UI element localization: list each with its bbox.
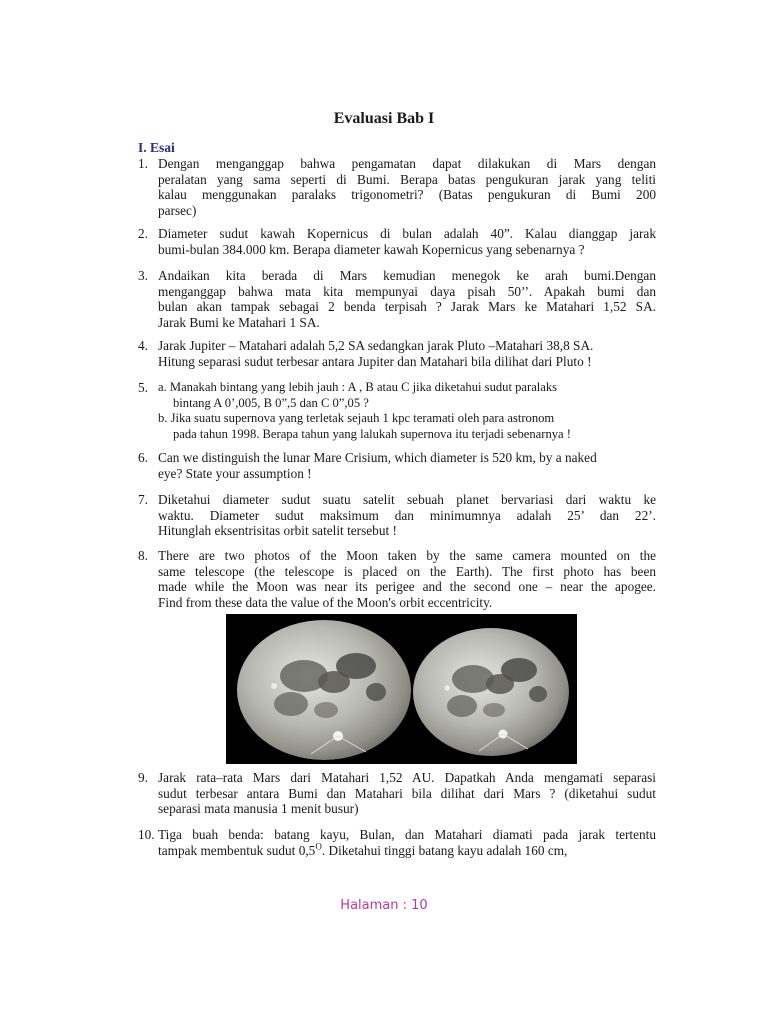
degree-superscript: O xyxy=(315,841,322,852)
question-number: 9. xyxy=(138,770,148,785)
question-text xyxy=(158,226,656,257)
text-line: Tiga buah benda: batang kayu, Bulan, dan Matahari diamati pada jarak tertentu xyxy=(158,827,656,842)
question-5 xyxy=(138,380,656,442)
question-number: 8. xyxy=(138,548,148,563)
text-line: bulan akan tampak sebagai 2 benda terpisah ? Jarak Mars ke Matahari 1,52 SA. xyxy=(158,299,656,315)
question-text xyxy=(158,268,656,330)
text-line: bumi-bulan 384.000 km. Berapa diameter kawah Kopernicus yang sebenarnya ? xyxy=(158,241,585,257)
text-line: eye? State your assumption ! xyxy=(158,465,312,481)
text-line: waktu. Diameter sudut maksimum dan minimumnya adalah 25’ dan 22’. xyxy=(158,507,656,523)
question-text xyxy=(158,492,656,539)
question-1 xyxy=(138,156,656,218)
subquestion-a: a. Manakah bintang yang lebih jauh : A , B atau C jika diketahui sudut paralaks xyxy=(158,380,558,394)
text-line: same telescope (the telescope is placed on the Earth). The first photo has been xyxy=(158,563,656,579)
moon-photos xyxy=(226,614,577,764)
moon-perigee xyxy=(237,620,411,760)
footer-label: Halaman : xyxy=(340,898,407,913)
text-line xyxy=(158,843,656,859)
question-10 xyxy=(138,827,656,858)
question-number: 3. xyxy=(138,268,148,283)
page-footer xyxy=(0,898,768,913)
text-line: Jarak Bumi ke Matahari 1 SA. xyxy=(158,314,320,330)
subquestion-b-cont: pada tahun 1998. Berapa tahun yang lalukah supernova itu terjadi sebenarnya ! xyxy=(173,426,571,441)
question-text xyxy=(158,156,656,218)
question-number: 2. xyxy=(138,226,148,241)
text-line: separasi mata manusia 1 menit busur) xyxy=(158,801,359,817)
text-line: sudut terbesar antara Bumi dan Matahari bila dilihat dari Mars ? (diketahui sudut xyxy=(158,785,656,801)
text-fragment: . Diketahui tinggi batang kayu adalah 160 cm, xyxy=(321,842,568,858)
question-text xyxy=(158,770,656,817)
question-text xyxy=(158,548,656,610)
text-line: Hitung separasi sudut terbesar antara Jupiter dan Matahari bila dilihat dari Pluto ! xyxy=(158,353,592,369)
subquestion-a-cont: bintang A 0’,005, B 0”,5 dan C 0”,05 ? xyxy=(173,395,369,410)
text-line: Diameter sudut kawah Kopernicus di bulan adalah 40”. Kalau dianggap jarak xyxy=(158,226,656,241)
section-heading: I. Esai xyxy=(138,140,175,155)
question-text xyxy=(158,827,656,858)
text-line: made while the Moon was near its perigee and the second one – near the apogee. xyxy=(158,579,656,595)
question-3 xyxy=(138,268,656,330)
question-number: 5. xyxy=(138,380,148,395)
question-number: 7. xyxy=(138,492,148,507)
question-7 xyxy=(138,492,656,539)
page-title: Evaluasi Bab I xyxy=(333,110,435,127)
moon-apogee xyxy=(413,628,569,756)
question-number: 6. xyxy=(138,450,148,465)
question-9 xyxy=(138,770,656,817)
text-line: There are two photos of the Moon taken by the same camera mounted on the xyxy=(158,548,656,563)
text-line: kalau menggunakan paralaks trigonometri? (Batas pengukuran di Bumi 200 xyxy=(158,187,656,203)
question-number: 10. xyxy=(138,827,155,842)
text-line: peralatan yang sama seperti di Bumi. Berapa batas pengukuran jarak yang teliti xyxy=(158,171,656,187)
subquestion-b: b. Jika suatu supernova yang terletak sejauh 1 kpc teramati oleh para astronom xyxy=(158,411,555,426)
text-line: Jarak Jupiter – Matahari adalah 5,2 SA sedangkan jarak Pluto –Matahari 38,8 SA. xyxy=(158,338,594,353)
text-line: Can we distinguish the lunar Mare Crisium, which diameter is 520 km, by a naked xyxy=(158,450,597,465)
text-line: parsec) xyxy=(158,202,197,218)
question-number: 4. xyxy=(138,338,148,353)
question-2 xyxy=(138,226,656,257)
question-8 xyxy=(138,548,656,610)
question-6 xyxy=(138,450,656,481)
page-number: 10 xyxy=(411,898,428,913)
question-text xyxy=(158,338,656,369)
question-text xyxy=(158,450,656,481)
question-4 xyxy=(138,338,656,369)
text-fragment: tampak membentuk sudut 0,5 xyxy=(158,842,316,858)
question-number: 1. xyxy=(138,156,148,171)
text-line: menganggap bahwa mata kita mempunyai daya pisah 50’’. Apakah bumi dan xyxy=(158,283,656,299)
text-line: Diketahui diameter sudut suatu satelit sebuah planet bervariasi dari waktu ke xyxy=(158,492,656,507)
moon-photo-image xyxy=(226,614,577,764)
question-text xyxy=(158,380,656,442)
text-line: Dengan menganggap bahwa pengamatan dapat dilakukan di Mars dengan xyxy=(158,156,656,171)
text-line: Jarak rata–rata Mars dari Matahari 1,52 AU. Dapatkah Anda mengamati separasi xyxy=(158,770,656,785)
text-line: Andaikan kita berada di Mars kemudian menegok ke arah bumi.Dengan xyxy=(158,268,656,283)
text-line: Hitunglah eksentrisitas orbit satelit tersebut ! xyxy=(158,523,397,539)
text-line: Find from these data the value of the Moon's orbit eccentricity. xyxy=(158,594,493,610)
